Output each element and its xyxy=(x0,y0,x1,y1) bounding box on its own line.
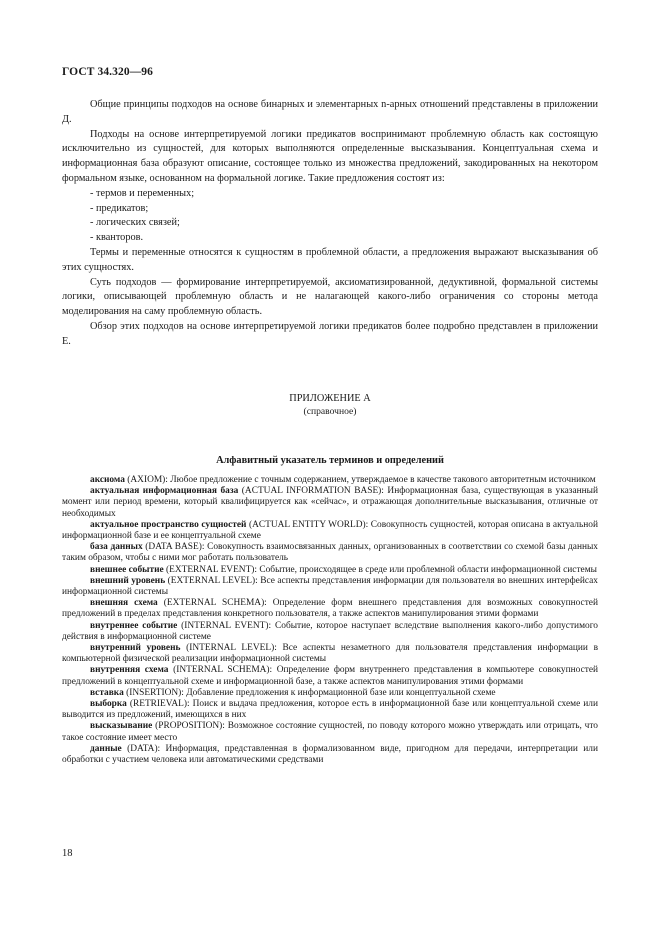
term-entry xyxy=(62,688,598,699)
term-entry xyxy=(62,643,598,665)
term-name: выборка xyxy=(90,699,127,710)
term-name: высказывание xyxy=(90,721,153,732)
appendix-subtitle: (справочное) xyxy=(303,406,357,417)
term-definition: (INSERTION): Добавление предложения к информационной базе или концептуальной схеме xyxy=(123,687,496,698)
term-definition: (EXTERNAL EVENT): Событие, происходящее в среде или проблемной области информационной системы xyxy=(163,564,597,575)
term-definition: (PROPOSITION): Возможное состояние сущностей, по поводу которого можно утверждать или отрицать, что такое состояние имеет место xyxy=(62,721,598,743)
term-entry xyxy=(62,699,598,721)
appendix-heading xyxy=(62,392,598,418)
term-name: данные xyxy=(90,743,122,754)
term-entry xyxy=(62,542,598,564)
term-name: внешнее событие xyxy=(90,564,164,575)
term-entry xyxy=(62,621,598,643)
terms-list xyxy=(62,475,598,766)
term-definition: (ACTUAL ENTITY WORLD): Совокупность сущностей, которая описана в актуальной информационной базе и ее концептуальной схеме xyxy=(62,519,598,542)
paragraph: Суть подходов — формирование интерпретируемой, аксиоматизированной, дедуктивной, формальной системы логики, описывающей проблемную область и не налагающей какого-либо ограничения со стороны метода моделирования на саму проблемную область. xyxy=(62,276,598,318)
term-definition: (EXTERNAL LEVEL): Все аспекты представления информации для пользователя во внешних интерфейсах информационной системы xyxy=(62,575,598,598)
list-item: - кванторов. xyxy=(90,232,144,244)
list-item: - предикатов; xyxy=(90,202,149,214)
term-definition: (ACTUAL INFORMATION BASE): Информационная база, существующая в указанный момент или период времени, который квалифицируется как «сейчас», и отражающая дополнительные высказывания, отличные от необходимых xyxy=(62,486,599,519)
paragraph: Подходы на основе интерпретируемой логики предикатов воспринимают проблемную область как состоящую исключительно из сущностей, для которых выполняются определенные высказывания. Концептуальная схема и информационная база образуют описание, состоящее только из множества предложений, закодированных на некотором формальном языке, основанном на формальной логике. Такие предложения состоят из: xyxy=(62,128,598,184)
term-entry xyxy=(62,721,598,743)
term-definition: (INTERNAL SCHEMA): Определение форм внутреннего представления в компьютере совокупностей предложений в концептуальной схеме и информационной базе, а также аспектов манипулирования этими формами xyxy=(62,665,599,687)
term-name: внешняя схема xyxy=(90,598,158,609)
term-entry xyxy=(62,565,598,576)
term-name: аксиома xyxy=(90,475,125,485)
term-entry xyxy=(62,665,598,687)
term-definition: (INTERNAL LEVEL): Все аспекты незаметного для пользователя представления информации в компьютерной физической реализации информационной системы xyxy=(62,643,598,665)
paragraph: Обзор этих подходов на основе интерпретируемой логики предикатов более подробно представлен в приложении Е. xyxy=(62,320,598,347)
document-header: ГОСТ 34.320—96 xyxy=(62,66,153,78)
term-definition: (DATA BASE): Совокупность взаимосвязанных данных, организованных в соответствии со схемой базы данных таким образом, чтобы с ними мог работать пользователь xyxy=(62,542,598,564)
term-name: база данных xyxy=(90,542,143,553)
index-title: Алфавитный указатель терминов и определений xyxy=(216,455,444,466)
term-entry xyxy=(62,486,598,520)
body-text xyxy=(62,98,598,350)
term-name: внутренняя схема xyxy=(90,665,169,676)
term-definition: (EXTERNAL SCHEMA): Определение форм внешнего представления для возможных совокупностей предложений в пределах представления конкретного пользователя, а также аспектов манипулирования этими формами xyxy=(62,598,598,620)
term-entry xyxy=(62,475,598,486)
term-definition: (AXIOM): Любое предложение с точным содержанием, утверждаемое в качестве такового авторитетным источником xyxy=(124,475,596,485)
term-name: актуальное пространство сущностей xyxy=(90,519,247,530)
term-name: вставка xyxy=(90,687,124,698)
term-name: внутреннее событие xyxy=(90,620,178,631)
term-entry xyxy=(62,744,598,766)
appendix-title: ПРИЛОЖЕНИЕ А xyxy=(289,393,371,404)
term-name: актуальная информационная база xyxy=(90,486,239,497)
term-definition: (INTERNAL EVENT): Событие, которое наступает вследствие выполнения какого-либо допустимого действия в информационной системе xyxy=(62,620,598,642)
paragraph: Общие принципы подходов на основе бинарных и элементарных n-арных отношений представлены в приложении Д. xyxy=(62,99,598,125)
term-name: внешний уровень xyxy=(90,575,166,586)
list-item: - термов и переменных; xyxy=(90,187,195,199)
term-definition: (DATA): Информация, представленная в формализованном виде, пригодном для передачи, интерпретации или обработки с участием человека или автоматическими средствами xyxy=(62,743,598,766)
term-definition: (RETRIEVAL): Поиск и выдача предложения, которое есть в информационной базе или концептуальной схеме или выводится из предложений, имеющихся в них xyxy=(62,699,598,721)
list-item: - логических связей; xyxy=(90,217,180,229)
term-entry xyxy=(62,576,598,598)
term-entry xyxy=(62,598,598,620)
page-number: 18 xyxy=(62,848,73,859)
paragraph: Термы и переменные относятся к сущностям в проблемной области, а предложения выражают высказывания об этих сущностях. xyxy=(62,246,598,273)
term-name: внутренний уровень xyxy=(90,643,181,654)
term-entry xyxy=(62,520,598,542)
list xyxy=(62,187,598,246)
